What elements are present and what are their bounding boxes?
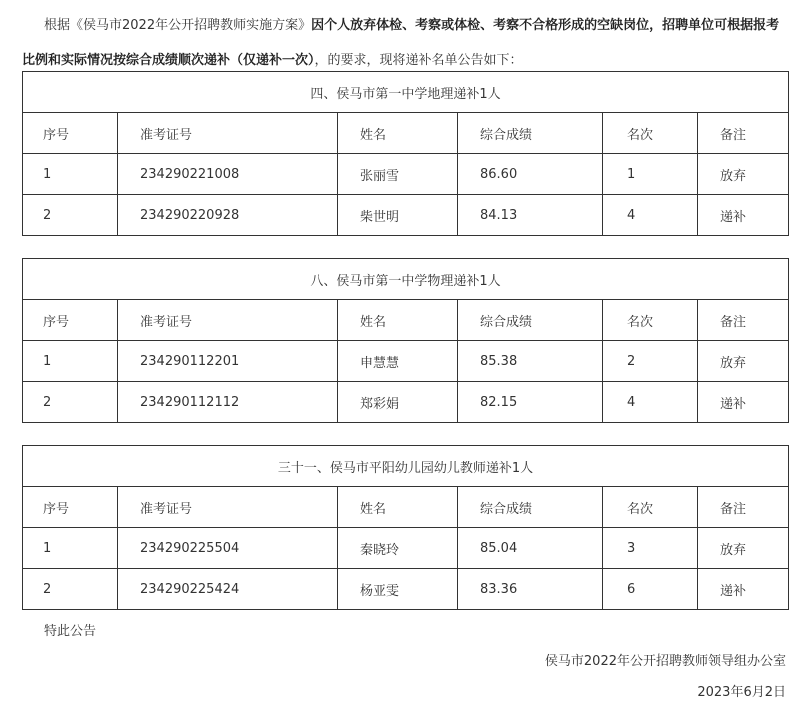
table-row [23,341,789,382]
header-exam-id: 准考证号 [118,300,338,341]
cell-exam-id: 234290221008 [118,154,338,195]
cell-remark: 递补 [698,195,789,236]
header-exam-id: 准考证号 [118,487,338,528]
cell-seq: 2 [23,195,118,236]
header-name: 姓名 [338,487,458,528]
header-rank: 名次 [603,300,698,341]
cell-rank: 2 [603,341,698,382]
cell-rank: 1 [603,154,698,195]
cell-name: 申慧慧 [338,341,458,382]
cell-score: 83.36 [458,569,603,610]
cell-remark: 放弃 [698,154,789,195]
cell-name: 柴世明 [338,195,458,236]
header-name: 姓名 [338,113,458,154]
cell-score: 82.15 [458,382,603,423]
cell-name: 郑彩娟 [338,382,458,423]
cell-score: 85.04 [458,528,603,569]
table-row [23,154,789,195]
cell-rank: 6 [603,569,698,610]
signer-office: 侯马市2022年公开招聘教师领导组办公室 [544,654,786,669]
cell-score: 84.13 [458,195,603,236]
header-score: 综合成绩 [458,300,603,341]
cell-name: 杨亚雯 [338,569,458,610]
cell-seq: 1 [23,341,118,382]
roster-table-physics [22,258,789,423]
cell-rank: 3 [603,528,698,569]
header-score: 综合成绩 [458,113,603,154]
header-row [23,300,789,341]
cell-score: 85.38 [458,341,603,382]
cell-seq: 2 [23,382,118,423]
cell-name: 张丽雪 [338,154,458,195]
cell-exam-id: 234290220928 [118,195,338,236]
cell-remark: 递补 [698,382,789,423]
table-row [23,528,789,569]
header-rank: 名次 [603,487,698,528]
roster-table-kindergarten [22,445,789,610]
cell-exam-id: 234290225504 [118,528,338,569]
cell-remark: 递补 [698,569,789,610]
cell-score: 86.60 [458,154,603,195]
header-name: 姓名 [338,300,458,341]
header-remark: 备注 [698,300,789,341]
closing-note: 特此公告 [44,624,97,639]
cell-seq: 1 [23,528,118,569]
intro-tail: ，的要求，现将递补名单公告如下： [314,53,523,68]
cell-seq: 1 [23,154,118,195]
intro-lead: 根据《侯马市2022年公开招聘教师实施方案》 [44,18,312,33]
header-seq: 序号 [23,487,118,528]
header-score: 综合成绩 [458,487,603,528]
header-row [23,487,789,528]
cell-seq: 2 [23,569,118,610]
header-rank: 名次 [603,113,698,154]
cell-rank: 4 [603,382,698,423]
table-row [23,382,789,423]
cell-remark: 放弃 [698,528,789,569]
roster-table-geography [22,71,789,236]
cell-rank: 4 [603,195,698,236]
cell-exam-id: 234290225424 [118,569,338,610]
intro-paragraph [22,8,792,78]
intro-bold-clause: 因个人放弃体检、考察或体检、考察不合格形成的空缺岗位，招聘单位可根据报考比例和实际情况按综合成绩顺次递补（仅递补一次） [22,18,780,68]
header-remark: 备注 [698,113,789,154]
cell-name: 秦晓玲 [338,528,458,569]
header-row [23,113,789,154]
table-row [23,195,789,236]
header-exam-id: 准考证号 [118,113,338,154]
table-title: 四、侯马市第一中学地理递补1人 [23,72,789,113]
cell-remark: 放弃 [698,341,789,382]
announcement-date: 2023年6月2日 [697,685,786,700]
cell-exam-id: 234290112201 [118,341,338,382]
header-remark: 备注 [698,487,789,528]
header-seq: 序号 [23,300,118,341]
table-row [23,569,789,610]
table-title: 三十一、侯马市平阳幼儿园幼儿教师递补1人 [23,446,789,487]
table-title: 八、侯马市第一中学物理递补1人 [23,259,789,300]
header-seq: 序号 [23,113,118,154]
cell-exam-id: 234290112112 [118,382,338,423]
